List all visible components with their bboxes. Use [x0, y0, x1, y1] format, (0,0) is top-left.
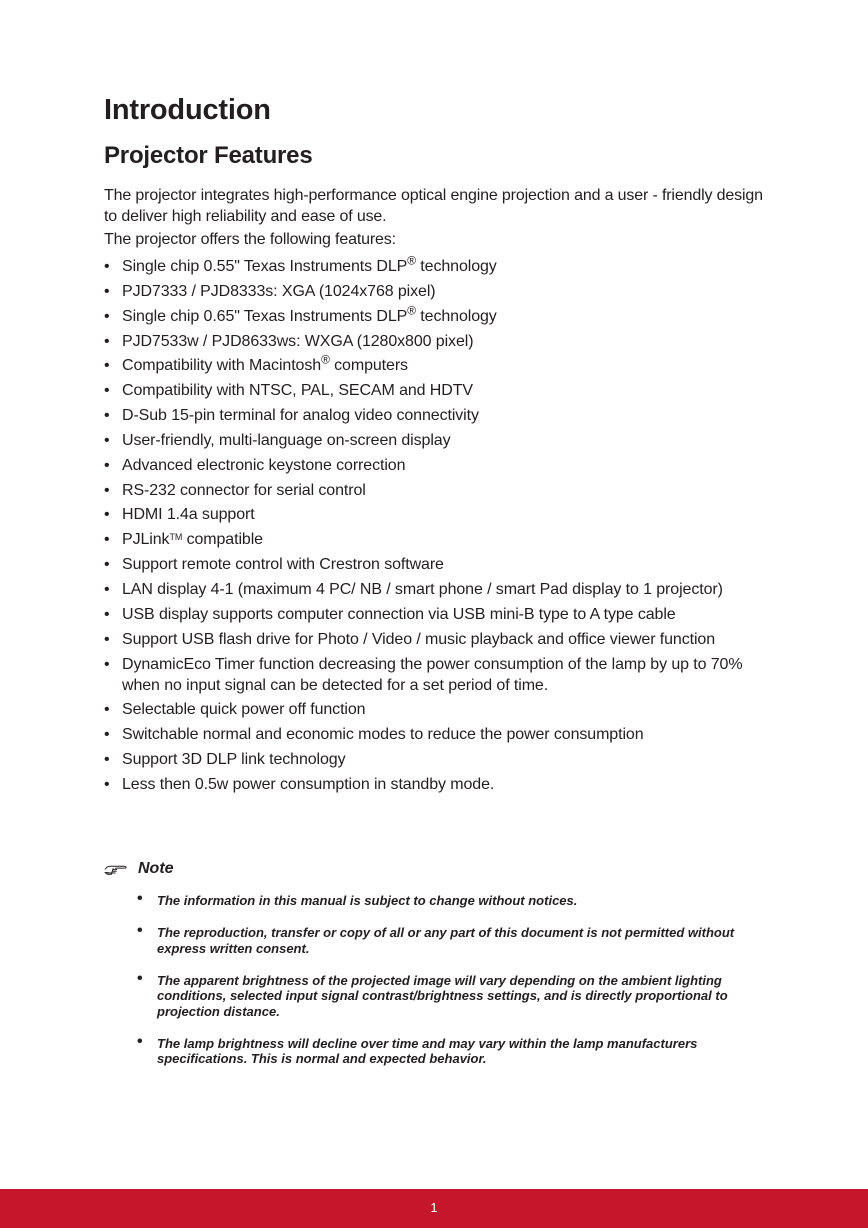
feature-text: PJD7533w / PJD8633ws: WXGA (1280x800 pixel)	[122, 332, 474, 350]
chapter-title: Introduction	[104, 94, 271, 126]
bullet-dot: •	[104, 407, 110, 425]
feature-text: Support 3D DLP link technology	[122, 751, 346, 769]
bullet-dot: •	[137, 1032, 143, 1050]
page-number: 1	[430, 1200, 438, 1215]
footer-bar	[0, 1189, 868, 1228]
feature-text: Selectable quick power off function	[122, 701, 366, 719]
bullet-dot: •	[104, 751, 110, 769]
bullet-dot: •	[104, 357, 110, 375]
note-text: The reproduction, transfer or copy of all or any part of this document is not permitted without express written consent.	[157, 925, 735, 956]
feature-item	[104, 303, 764, 327]
feature-item	[104, 629, 764, 650]
registered-mark: ®	[407, 253, 416, 268]
registered-mark: ®	[407, 303, 416, 318]
bullet-dot: •	[104, 580, 110, 598]
bullet-dot: •	[104, 556, 110, 574]
feature-text-suffix: compatible	[182, 531, 263, 549]
note-text: The lamp brightness will decline over time and may vary within the lamp manufacturers specifications. This is normal and expected behavior.	[157, 1035, 698, 1066]
bullet-dot: •	[104, 382, 110, 400]
bullet-dot: •	[104, 456, 110, 474]
bullet-dot: •	[137, 922, 143, 939]
bullet-dot: •	[137, 969, 143, 987]
bullet-dot: •	[104, 332, 110, 350]
feature-text-suffix: technology	[415, 258, 497, 275]
feature-text: DynamicEco Timer function decreasing the power consumption of the lamp by up to 70% when no input signal can be detected for a set period of time.	[122, 655, 743, 694]
bullet-dot: •	[104, 701, 110, 719]
feature-item	[104, 699, 764, 720]
feature-text: Support USB flash drive for Photo / Video / music playback and office viewer function	[122, 630, 716, 648]
bullet-dot: •	[104, 431, 110, 449]
feature-item	[104, 281, 764, 302]
feature-text: User-friendly, multi-language on-screen display	[122, 431, 451, 449]
feature-text: Switchable normal and economic modes to reduce the power consumption	[122, 726, 644, 744]
intro-text	[104, 185, 764, 250]
bullet-dot: •	[104, 775, 110, 793]
feature-text: Advanced electronic keystone correction	[122, 456, 406, 474]
note-item	[137, 1032, 767, 1067]
feature-text: Compatibility with NTSC, PAL, SECAM and HDTV	[122, 382, 473, 400]
feature-item	[104, 724, 764, 745]
feature-item	[104, 480, 764, 501]
registered-mark: ®	[321, 353, 330, 368]
bullet-dot: •	[137, 890, 143, 907]
feature-text: HDMI 1.4a support	[122, 506, 255, 524]
feature-text: D-Sub 15-pin terminal for analog video connectivity	[122, 407, 479, 425]
feature-item	[104, 380, 764, 401]
feature-item	[104, 405, 764, 426]
feature-item	[104, 774, 764, 795]
note-item	[137, 890, 767, 909]
pointing-hand-icon	[104, 862, 130, 876]
bullet-dot: •	[104, 307, 110, 325]
note-text: The information in this manual is subject to change without notices.	[157, 893, 578, 908]
feature-text: RS-232 connector for serial control	[122, 481, 366, 499]
trademark-mark: TM	[169, 532, 183, 543]
feature-text: USB display supports computer connection via USB mini-B type to A type cable	[122, 605, 676, 623]
bullet-dot: •	[104, 531, 110, 549]
feature-text-suffix: computers	[329, 357, 408, 375]
note-item	[137, 969, 767, 1020]
bullet-dot: •	[104, 258, 110, 275]
feature-text: PJD7333 / PJD8333s: XGA (1024x768 pixel)	[122, 282, 436, 300]
section-title: Projector Features	[104, 142, 313, 169]
feature-item	[104, 430, 764, 451]
feature-item	[104, 654, 764, 696]
feature-text: Support remote control with Crestron software	[122, 556, 444, 574]
feature-item	[104, 355, 764, 376]
bullet-dot: •	[104, 630, 110, 648]
note-item	[137, 922, 767, 956]
feature-item	[104, 253, 764, 277]
feature-item	[104, 504, 764, 525]
feature-text-suffix: technology	[415, 307, 497, 325]
bullet-dot: •	[104, 655, 110, 673]
feature-text: Single chip 0.65" Texas Instruments DLP	[122, 307, 408, 325]
intro-paragraph: The projector integrates high-performance optical engine projection and a user - friendly design to deliver high reliability and ease of use.	[104, 187, 763, 225]
bullet-dot: •	[104, 726, 110, 744]
bullet-dot: •	[104, 481, 110, 499]
feature-text: PJLink	[122, 531, 170, 549]
feature-item	[104, 604, 764, 625]
note-label: Note	[138, 860, 174, 877]
feature-text: Less then 0.5w power consumption in standby mode.	[122, 775, 495, 793]
bullet-dot: •	[104, 282, 110, 300]
feature-item	[104, 579, 764, 600]
feature-text: Single chip 0.55" Texas Instruments DLP	[122, 258, 408, 275]
bullet-dot: •	[104, 605, 110, 623]
feature-item	[104, 529, 764, 550]
feature-item	[104, 554, 764, 575]
feature-text: Compatibility with Macintosh	[122, 357, 322, 375]
intro-paragraph: The projector offers the following features:	[104, 231, 396, 248]
feature-text: LAN display 4-1 (maximum 4 PC/ NB / smart phone / smart Pad display to 1 projector)	[122, 580, 723, 598]
note-list	[137, 890, 767, 1083]
note-text: The apparent brightness of the projected image will vary depending on the ambient lighting conditions, selected input signal contrast/brightness settings, and is directly proportional to projection distance.	[157, 972, 728, 1019]
bullet-dot: •	[104, 506, 110, 524]
note-heading	[104, 860, 174, 878]
feature-list	[104, 253, 764, 799]
feature-item	[104, 331, 764, 352]
feature-item	[104, 455, 764, 476]
feature-item	[104, 749, 764, 770]
